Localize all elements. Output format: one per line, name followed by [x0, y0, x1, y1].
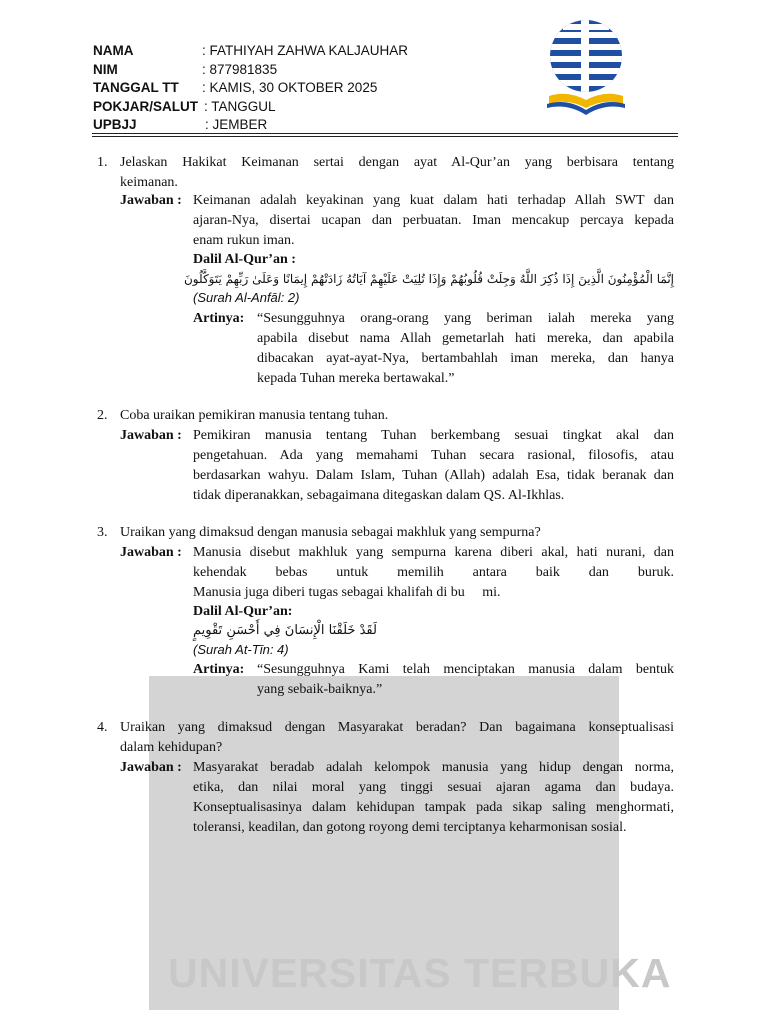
artinya-label: Artinya:	[193, 311, 245, 326]
nama-value: : FATHIYAH ZAHWA KALJAUHAR	[202, 43, 409, 58]
surah-reference: (Surah At-Tīn: 4)	[193, 642, 289, 657]
pokjar-row	[93, 98, 408, 117]
answer-label: Jawaban :	[120, 193, 182, 208]
answer-line: tidak diperanakkan, sebagaimana ditegaskan dalam QS. Al-Ikhlas.	[193, 488, 565, 503]
answer-line: ajaran-Nya, disertai ucapan dan perbuatan. Iman mencakup percaya kepada	[193, 213, 674, 228]
upbjj-row	[93, 116, 408, 135]
answer-line: Pemikiran manusia tentang Tuhan berkembang sesuai tingkat akal dan	[193, 428, 674, 443]
answer-line: Manusia juga diberi tugas sebagai khalifah di bu mi.	[193, 585, 501, 600]
question-line: Uraikan yang dimaksud dengan manusia sebagai makhluk yang sempurna?	[120, 525, 541, 540]
tanggal-row	[93, 79, 408, 98]
arabic-verse: لَقَدْ خَلَقْنَا الْإِنسَانَ فِي أَحْسَنِ تَقْوِيمٍ	[193, 623, 377, 638]
university-logo-icon	[543, 18, 629, 118]
dalil-label: Dalil Al-Qur’an:	[193, 604, 293, 619]
surah-reference: (Surah Al-Anfāl: 2)	[193, 290, 300, 305]
answer-line: enam rukun iman.	[193, 233, 295, 248]
artinya-line: “Sesungguhnya Kami telah menciptakan manusia dalam bentuk	[257, 662, 674, 677]
answer-line: toleransi, keadilan, dan gotong royong demi terciptanya keharmonisan sosial.	[193, 820, 627, 835]
header-divider	[92, 133, 678, 134]
nama-label: NAMA	[93, 43, 134, 58]
header-divider-second	[92, 136, 678, 137]
answer-line: kehendak bebas untuk memilih antara baik dan buruk.	[193, 565, 674, 580]
answer-label: Jawaban :	[120, 428, 182, 443]
question-line: Uraikan yang dimaksud dengan Masyarakat beradan? Dan bagaimana konseptualisasi	[120, 720, 674, 735]
watermark-text: UNIVERSITAS TERBUKA	[168, 950, 672, 996]
tanggal-value: : KAMIS, 30 OKTOBER 2025	[202, 80, 378, 95]
artinya-line: dibacakan ayat-ayat-Nya, bertambahlah iman mereka, dan hanya	[257, 351, 674, 366]
tanggal-label: TANGGAL TT	[93, 80, 179, 95]
question-number: 3.	[97, 525, 108, 540]
pokjar-value: : TANGGUL	[204, 98, 276, 114]
artinya-label: Artinya:	[193, 662, 245, 677]
nim-value: : 877981835	[202, 61, 278, 77]
question-number: 1.	[97, 155, 108, 170]
artinya-line: apabila disebut nama Allah gemetarlah hati mereka, dan apabila	[257, 331, 674, 346]
upbjj-value: : JEMBER	[205, 117, 268, 132]
nama-row	[93, 42, 408, 61]
question-line: Jelaskan Hakikat Keimanan sertai dengan ayat Al-Qur’an yang berbisara tentang	[120, 155, 674, 170]
upbjj-label: UPBJJ	[93, 117, 137, 132]
question-number: 2.	[97, 408, 108, 423]
question-line: dalam kehidupan?	[120, 740, 223, 755]
nim-row	[93, 61, 408, 80]
answer-line: etika, dan nilai moral yang tinggi sesuai ajaran agama dan budaya.	[193, 780, 674, 795]
artinya-line: kepada Tuhan mereka bertawakal.”	[257, 371, 455, 386]
answer-line: Keimanan adalah keyakinan yang kuat dalam hati terhadap Allah SWT dan	[193, 193, 674, 208]
arabic-verse: إِنَّمَا الْمُؤْمِنُونَ الَّذِينَ إِذَا ذُكِرَ اللَّهُ وَجِلَتْ قُلُوبُهُمْ وَإِذَا تُلِيَتْ عَلَيْهِمْ آيَاتُهُ زَادَتْهُمْ إِيمَانًا وَعَلَىٰ رَبِّهِمْ يَتَوَكَّلُونَ	[183, 272, 674, 286]
answer-line: berdasarkan wahyu. Dalam Islam, Tuhan (Allah) adalah Esa, tidak beranak dan	[193, 468, 674, 483]
nim-label: NIM	[93, 61, 118, 77]
dalil-label: Dalil Al-Qur’an :	[193, 252, 296, 267]
artinya-line: yang sebaik-baiknya.”	[257, 682, 383, 697]
answer-label: Jawaban :	[120, 545, 182, 560]
pokjar-label: POKJAR/SALUT	[93, 98, 199, 114]
artinya-line: “Sesungguhnya orang-orang yang beriman ialah mereka yang	[257, 311, 674, 326]
question-line: keimanan.	[120, 175, 178, 190]
answer-line: Manusia disebut makhluk yang sempurna karena diberi akal, hati nurani, dan	[193, 545, 674, 560]
question-line: Coba uraikan pemikiran manusia tentang tuhan.	[120, 408, 389, 423]
identity-header	[93, 42, 408, 135]
answer-line: Konseptualisasinya dalam kehidupan tampak pada sikap saling menghormati,	[193, 800, 674, 815]
answer-label: Jawaban :	[120, 760, 182, 775]
answer-line: pengetahuan. Ada yang memahami Tuhan secara rasional, filosofis, atau	[193, 448, 674, 463]
question-number: 4.	[97, 720, 108, 735]
answer-line: Masyarakat beradab adalah kelompok manusia yang hidup dengan norma,	[193, 760, 674, 775]
